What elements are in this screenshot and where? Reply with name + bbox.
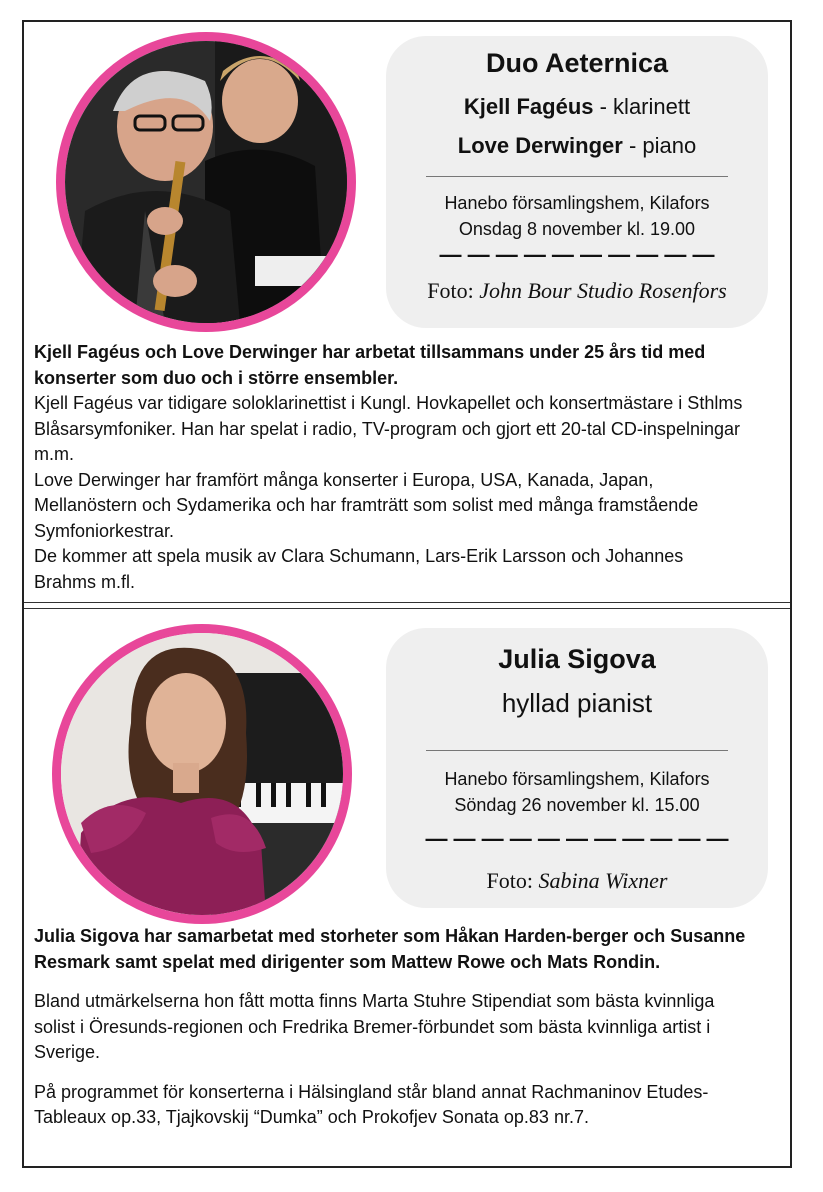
- concert1-venue: Hanebo församlingshem, Kilafors: [444, 193, 710, 213]
- photo-credit-prefix: Foto:: [486, 868, 539, 893]
- julia-photo: [52, 624, 352, 924]
- photo-credit-name: Sabina Wixner: [538, 868, 668, 893]
- concert1-info-box: [386, 36, 768, 328]
- concert2-description: [34, 924, 774, 1131]
- performer2-role: - piano: [622, 133, 697, 158]
- concert1-performer1: [386, 94, 768, 120]
- concert1-para2: Love Derwinger har framfört många konserter i Europa, USA, Kanada, Japan, Mellanöstern och Sydamerika och har framträtt som solist med många framstående Symfoniorkestrar.: [34, 469, 699, 541]
- duo-photo-image: [65, 41, 347, 323]
- concert2-para1: Bland utmärkelserna hon fått motta finns Marta Stuhre Stipendiat som bästa kvinnliga solist i Öresunds-regionen och Fredrika Bremer-förbundet som bästa kvinnliga artist i Sverige.: [34, 991, 715, 1062]
- performer1-name: Kjell Fagéus: [463, 94, 594, 119]
- concert2-venue: Hanebo församlingshem, Kilafors: [444, 769, 710, 789]
- photo-credit-prefix: Foto:: [427, 278, 480, 303]
- julia-photo-image: [61, 633, 343, 915]
- section-divider-bottom: [24, 608, 790, 609]
- concert1-photo-credit: [386, 278, 768, 304]
- section-divider-top: [24, 602, 790, 603]
- concert2-dashes: — — — — — — — — — — —: [425, 826, 729, 851]
- concert2-para2: På programmet för konserterna i Hälsingland står bland annat Rachmaninov Etudes-Tableaux op.33, Tjajkovskij “Dumka” och Prokofjev Sonata op.83 nr.7.: [34, 1081, 709, 1127]
- performer1-role: - klarinett: [593, 94, 691, 119]
- concert2-date: Söndag 26 november kl. 15.00: [454, 795, 700, 815]
- concert1-date: Onsdag 8 november kl. 19.00: [458, 219, 696, 239]
- photo-credit-name: John Bour Studio Rosenfors: [479, 278, 727, 303]
- concert1-rule: [426, 176, 728, 177]
- concert2-subtitle: hyllad pianist: [501, 688, 653, 718]
- concert1-intro: Kjell Fagéus och Love Derwinger har arbetat tillsammans under 25 års tid med konserter som duo och i större ensembler.: [34, 342, 706, 388]
- concert1-description: [34, 340, 774, 595]
- concert1-title: Duo Aeternica: [485, 48, 669, 78]
- concert2-photo-credit: [386, 868, 768, 894]
- performer2-name: Love Derwinger: [457, 133, 623, 158]
- concert1-para1: Kjell Fagéus var tidigare soloklarinettist i Kungl. Hovkapellet och konsertmästare i Sthlms Blåsarsymfoniker. Han har spelat i radio, TV-program och gjort ett 20-tal CD-inspelningar m.m.: [34, 393, 743, 464]
- concert2-intro: Julia Sigova har samarbetat med storheter som Håkan Harden-berger och Susanne Resmark samt spelat med dirigenter som Mattew Rowe och Mats Rondin.: [34, 926, 746, 972]
- concert2-rule: [426, 750, 728, 751]
- concert1-dashes: — — — — — — — — — —: [439, 242, 715, 267]
- concert2-info-box: [386, 628, 768, 908]
- duo-photo: [56, 32, 356, 332]
- concert1-para3: De kommer att spela musik av Clara Schumann, Lars-Erik Larsson och Johannes Brahms m.fl.: [34, 546, 684, 592]
- concert2-title: Julia Sigova: [498, 644, 656, 674]
- concert1-performer2: [386, 133, 768, 159]
